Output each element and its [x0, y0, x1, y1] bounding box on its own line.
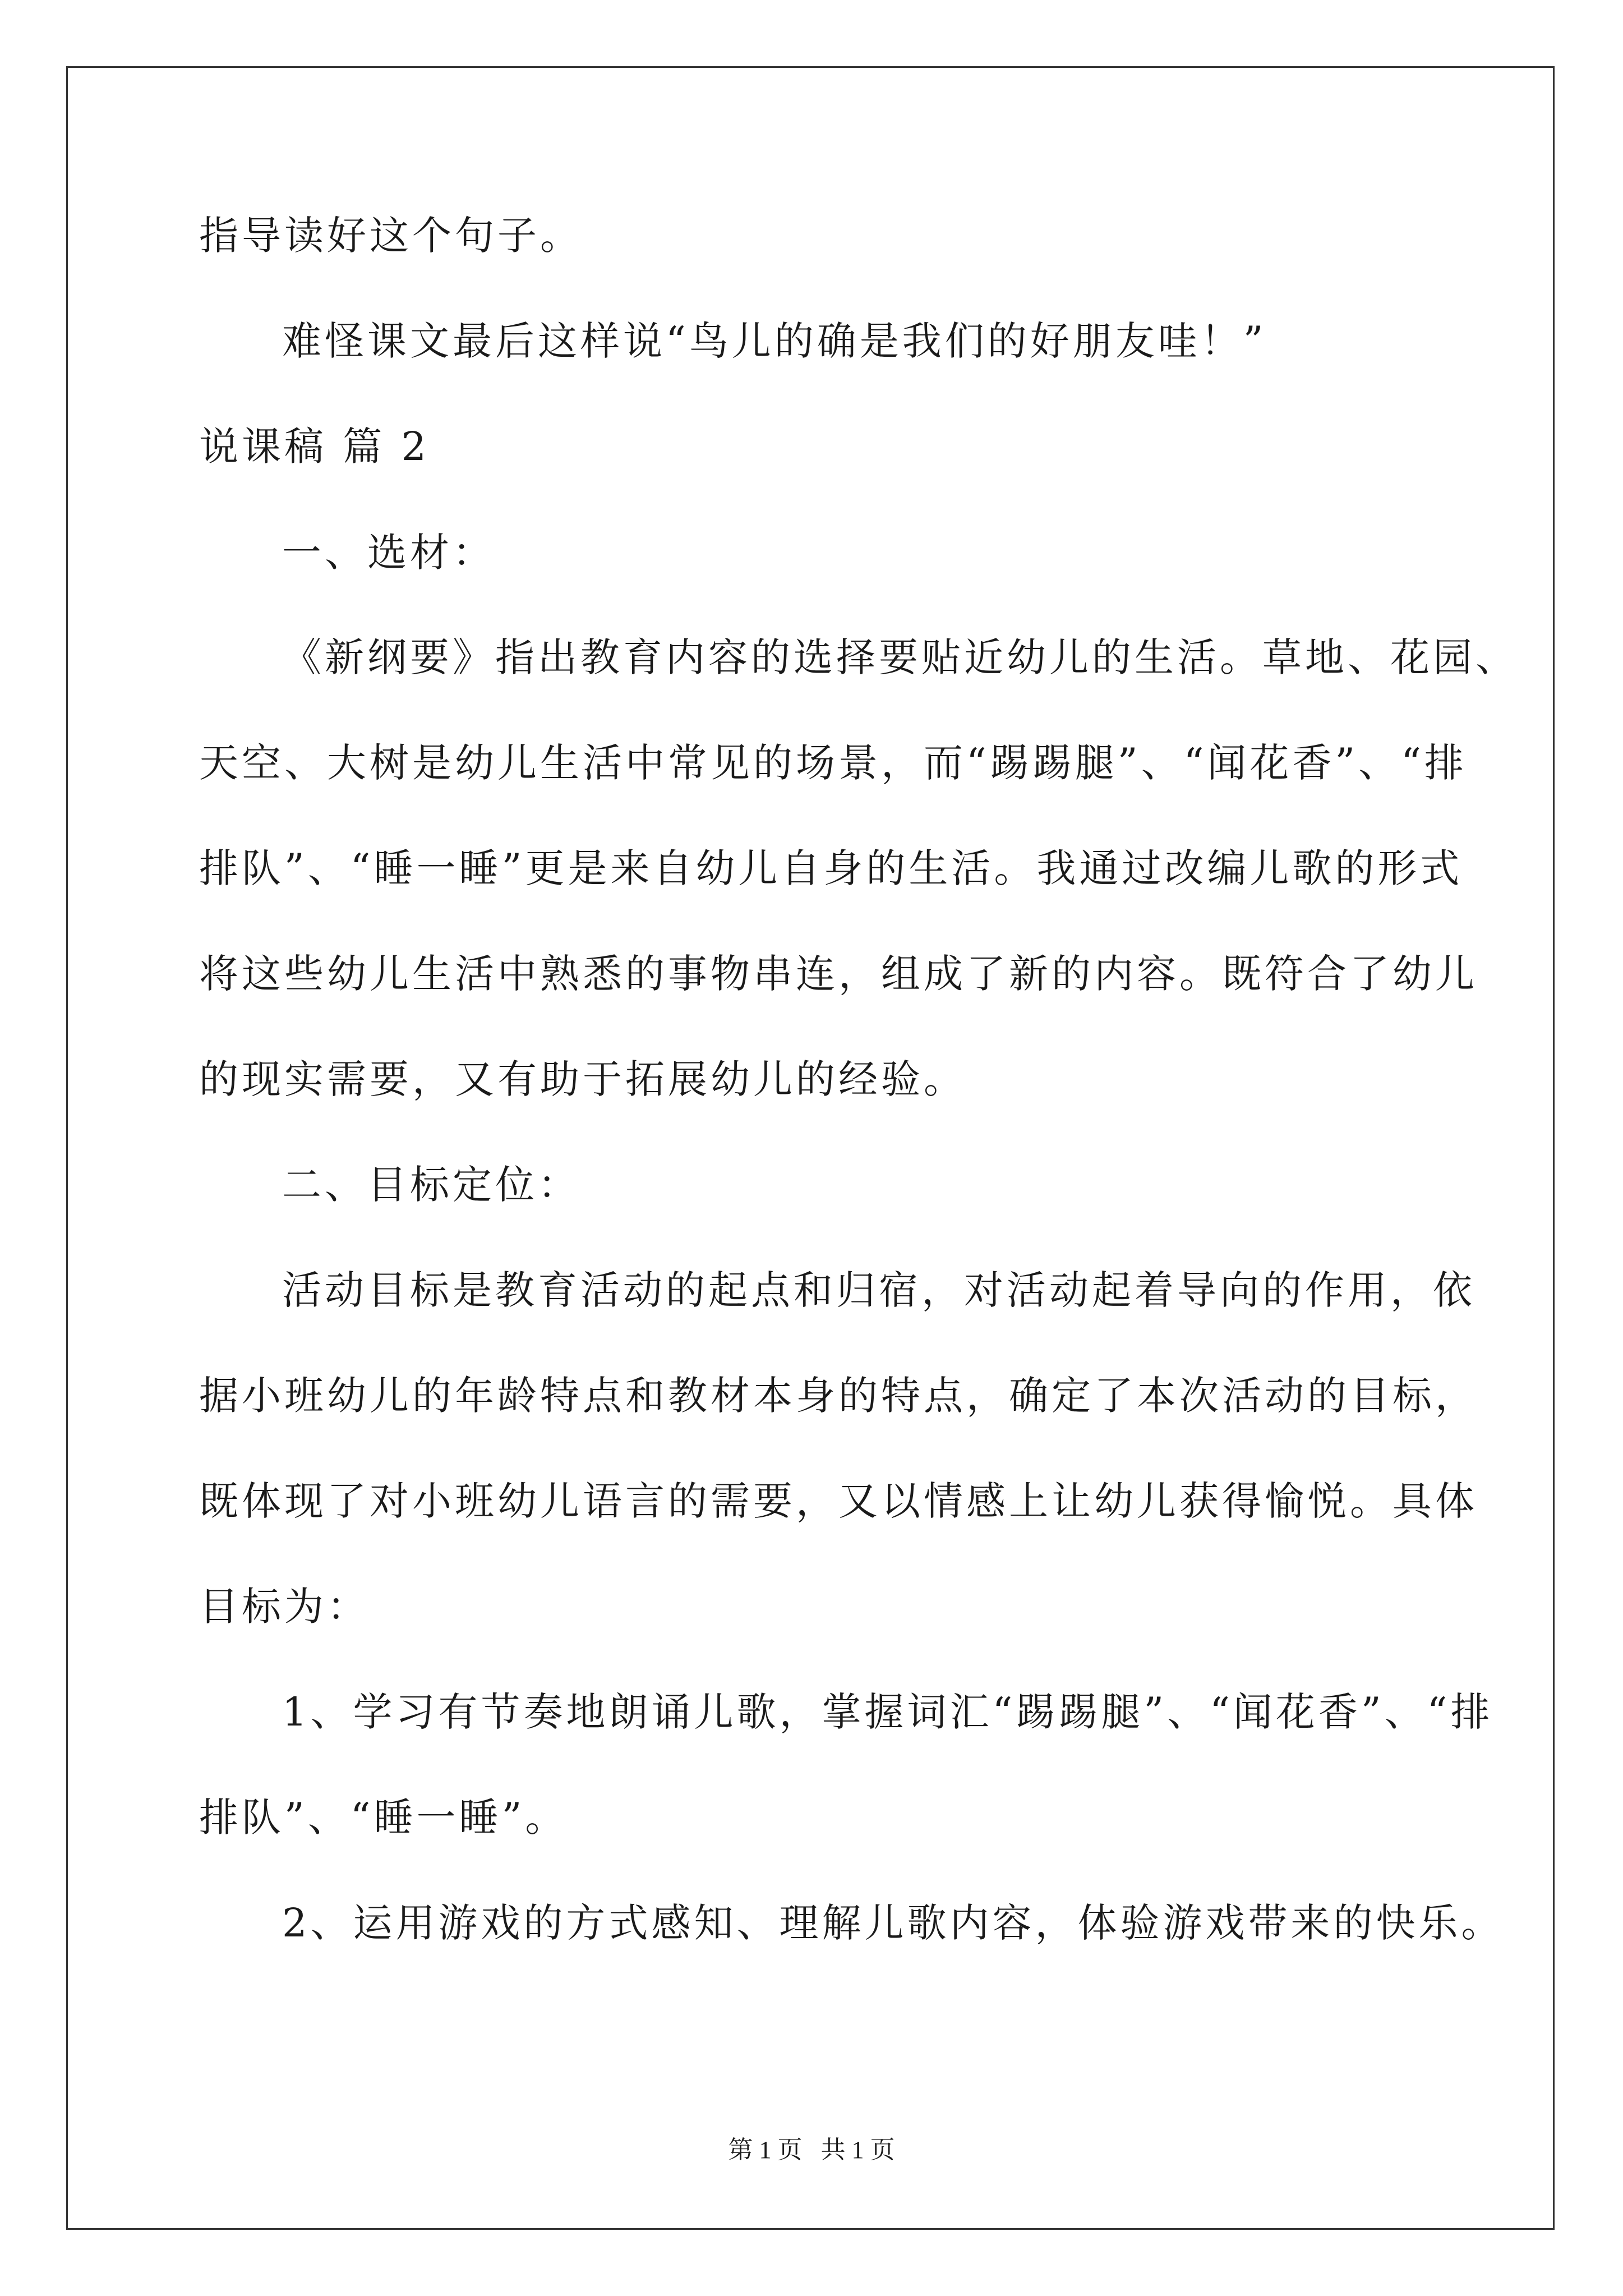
text-line-9: 的现实需要，又有助于拓展幼儿的经验。 [199, 1056, 966, 1102]
text-line-6: 天空、大树是幼儿生活中常见的场景，而“踢踢腿”、“闻花香”、“排 [199, 740, 1467, 786]
page-footer: 第 1 页 共 1 页 [728, 2136, 895, 2164]
text-line-14: 目标为： [199, 1584, 370, 1630]
subheading-material: 一、选材： [282, 530, 495, 576]
list-item-1: 1、学习有节奏地朗诵儿歌，掌握词汇“踢踢腿”、“闻花香”、“排 [282, 1689, 1493, 1735]
text-line-12: 据小班幼儿的年龄特点和教材本身的特点，确定了本次活动的目标， [199, 1373, 1478, 1419]
text-line-7: 排队”、“睡一睡”更是来自幼儿自身的生活。我通过改编儿歌的形式 [199, 845, 1463, 891]
list-item-2: 2、运用游戏的方式感知、理解儿歌内容，体验游戏带来的快乐。 [282, 1900, 1504, 1946]
text-line-2: 难怪课文最后这样说“鸟儿的确是我们的好朋友哇！” [282, 318, 1267, 364]
list-item-1-continued: 排队”、“睡一睡”。 [199, 1795, 568, 1841]
text-line-1: 指导读好这个句子。 [199, 213, 583, 259]
subheading-goals: 二、目标定位： [282, 1162, 580, 1208]
text-line-13: 既体现了对小班幼儿语言的需要，又以情感上让幼儿获得愉悦。具体 [199, 1478, 1478, 1524]
text-line-5: 《新纲要》指出教育内容的选择要贴近幼儿的生活。草地、花园、 [282, 634, 1518, 680]
text-line-11: 活动目标是教育活动的起点和归宿，对活动起着导向的作用，依 [282, 1267, 1476, 1313]
text-line-8: 将这些幼儿生活中熟悉的事物串连，组成了新的内容。既符合了幼儿 [199, 951, 1478, 997]
section-heading: 说课稿 篇 2 [199, 424, 430, 470]
